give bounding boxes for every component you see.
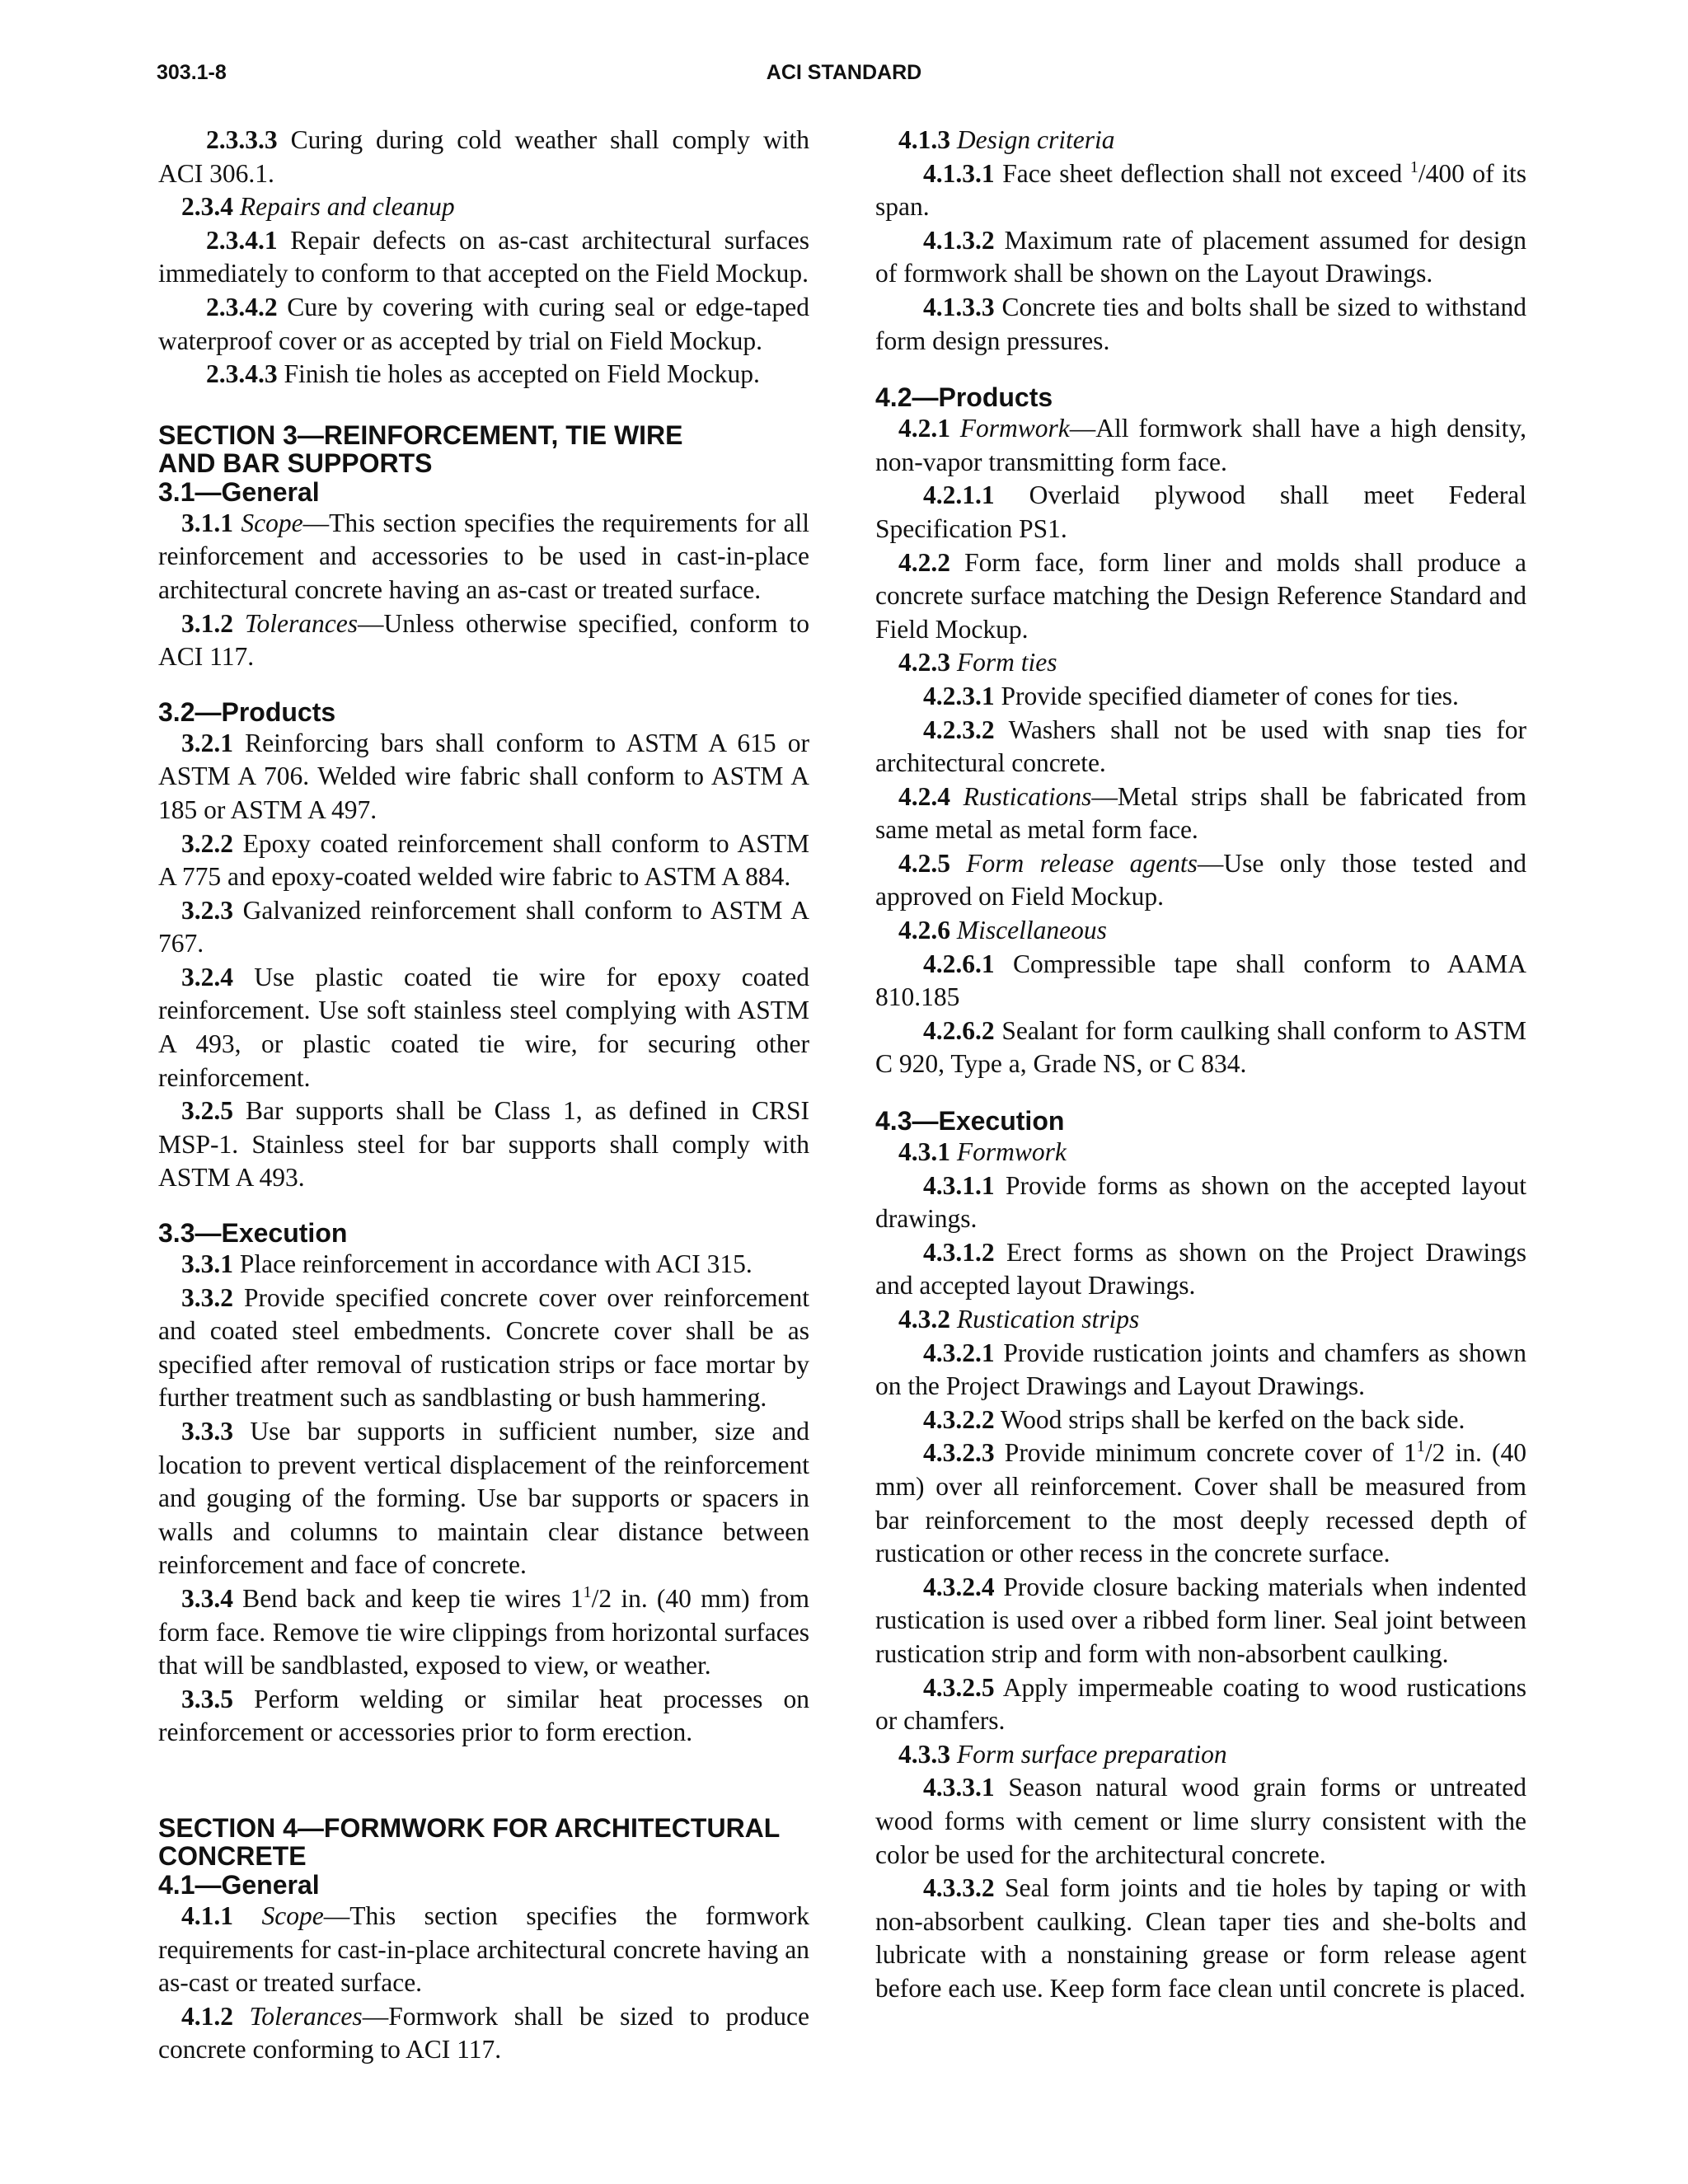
clause-3-3-3: 3.3.3 Use bar supports in sufficient number, size and location to prevent vertical displacement of the reinforcement and gouging of the forming. Use bar supports or spacers in walls and columns to maintain clear distance between reinforcement and face of concrete.	[158, 1417, 809, 1580]
standard-title: ACI STANDARD	[766, 61, 922, 84]
section-4-heading: SECTION 4—FORMWORK FOR ARCHITECTURAL CONCRETE	[158, 1812, 781, 1871]
page-number: 303.1-8	[157, 61, 227, 84]
subsection-4-2-heading: 4.2—Products	[875, 382, 1053, 413]
clause-2-3-4-3: 2.3.4.3 Finish tie holes as accepted on Field Mockup.	[206, 359, 760, 389]
clause-4-1-1: 4.1.1 Scope—This section specifies the formwork requirements for cast-in-place architectural concrete having an as-cast or treated surface.	[158, 1900, 809, 1998]
clause-3-2-4: 3.2.4 Use plastic coated tie wire for epoxy coated reinforcement. Use soft stainless steel complying with ASTM A 493, or plastic coated tie wire, for securing other reinforcement.	[158, 962, 809, 1092]
section-3-heading: SECTION 3—REINFORCEMENT, TIE WIRE AND BAR SUPPORTS	[158, 419, 683, 478]
clause-4-2-3-1: 4.2.3.1 Provide specified diameter of cones for ties.	[923, 681, 1459, 710]
clause-3-1-2: 3.1.2 Tolerances—Unless otherwise specified, conform to ACI 117.	[158, 608, 810, 672]
clause-4-3-2-3: 4.3.2.3 Provide minimum concrete cover of $1^1/2$ in. (40 mm) over all reinforcement. Cover shall be measured from bar reinforcement to the most deeply recessed depth of rustication or other recess in the concrete surface.	[875, 1437, 1526, 1568]
clause-4-2-6-2: 4.2.6.2 Sealant for form caulking shall conform to ASTM C 920, Type a, Grade NS, or C 834.	[875, 1015, 1526, 1079]
clause-3-2-3: 3.2.3 Galvanized reinforcement shall conform to ASTM A 767.	[158, 895, 809, 958]
clause-4-2-2: 4.2.2 Form face, form liner and molds shall produce a concrete surface matching the Design Reference Standard and Field Mockup.	[875, 547, 1526, 644]
clause-3-3-4: 3.3.4 Bend back and keep tie wires $1^1/2$ in. (40 mm) from form face. Remove tie wire clippings from horizontal surfaces that will be sandblasted, exposed to view, or weather.	[158, 1582, 809, 1680]
clause-4-3-2-4: 4.3.2.4 Provide closure backing materials when indented rustication is used over a ribbed form liner. Seal joint between rustication strip and form with non-absorbent caulking.	[875, 1572, 1526, 1668]
clause-4-1-2: 4.1.2 Tolerances—Formwork shall be sized to produce concrete conforming to ACI 117.	[158, 2001, 810, 2064]
clause-4-3-2-2: 4.3.2.2 Wood strips shall be kerfed on the back side.	[923, 1404, 1465, 1434]
clause-4-3-2-5: 4.3.2.5 Apply impermeable coating to wood rustications or chamfers.	[875, 1672, 1526, 1736]
clause-4-2-1: 4.2.1 Formwork—All formwork shall have a high density, non-vapor transmitting form face.	[875, 414, 1527, 476]
clause-4-3-2-1: 4.3.2.1 Provide rustication joints and chamfers as shown on the Project Drawings and Layout Drawings.	[875, 1338, 1526, 1401]
clause-4-2-5: 4.2.5 Form release agents—Use only those tested and approved on Field Mockup.	[875, 848, 1526, 912]
clause-4-3-2-heading: 4.3.2 Rustication strips	[898, 1305, 1140, 1333]
clause-4-1-3-heading: 4.1.3 Design criteria	[898, 125, 1115, 154]
clause-4-3-1-1: 4.3.1.1 Provide forms as shown on the accepted layout drawings.	[875, 1170, 1526, 1234]
clause-4-3-3-2: 4.3.3.2 Seal form joints and tie holes by taping or with non-absorbent caulking. Clean taper ties and she-bolts and lubricate with a nonstaining grease or form release agent before each use. Keep form face clean until concrete is placed.	[875, 1873, 1526, 2003]
clause-4-2-6-1: 4.2.6.1 Compressible tape shall conform to AAMA 810.185	[875, 949, 1526, 1012]
clause-3-2-2: 3.2.2 Epoxy coated reinforcement shall conform to ASTM A 775 and epoxy-coated welded wire fabric to ASTM A 884.	[158, 828, 809, 892]
subsection-4-3-heading: 4.3—Execution	[875, 1106, 1065, 1137]
clause-4-2-4: 4.2.4 Rustications—Metal strips shall be fabricated from same metal as metal form face.	[875, 781, 1526, 845]
running-header	[157, 58, 1531, 91]
clause-4-3-3-1: 4.3.3.1 Season natural wood grain forms or untreated wood forms with cement or lime slurry consistent with the color be used for the architectural concrete.	[875, 1773, 1526, 1869]
right-column	[875, 124, 1526, 2005]
clause-2-3-4-2: 2.3.4.2 Cure by covering with curing seal or edge-taped waterproof cover or as accepted by trial on Field Mockup.	[158, 292, 809, 355]
clause-3-3-2: 3.3.2 Provide specified concrete cover over reinforcement and coated steel embedments. Concrete cover shall be as specified after removal of rustication strips or face mortar by further treatment such as sandblasting or bush hammering.	[158, 1282, 809, 1413]
subsection-3-3-heading: 3.3—Execution	[158, 1218, 348, 1249]
clause-4-1-3-3: 4.1.3.3 Concrete ties and bolts shall be sized to withstand form design pressures.	[875, 292, 1526, 355]
clause-2-3-4-1: 2.3.4.1 Repair defects on as-cast architectural surfaces immediately to conform to that accepted on the Field Mockup.	[158, 225, 809, 288]
clause-3-3-1: 3.3.1 Place reinforcement in accordance with ACI 315.	[181, 1249, 753, 1279]
clause-4-3-3-heading: 4.3.3 Form surface preparation	[898, 1739, 1227, 1769]
subsection-3-1-heading: 3.1—General	[158, 476, 320, 507]
clause-3-1-1: 3.1.1 Scope—This section specifies the requirements for all reinforcement and accessories to be used in cast-in-place architectural concrete having an as-cast or treated surface.	[158, 508, 809, 604]
clause-2-3-3-3: 2.3.3.3 Curing during cold weather shall comply with ACI 306.1.	[158, 125, 809, 188]
subsection-3-2-heading: 3.2—Products	[158, 696, 336, 727]
clause-4-2-3-2: 4.2.3.2 Washers shall not be used with snap ties for architectural concrete.	[875, 715, 1526, 778]
clause-2-3-4-heading: 2.3.4 Repairs and cleanup	[181, 192, 455, 222]
subsection-4-1-heading: 4.1—General	[158, 1869, 320, 1900]
clause-4-1-3-2: 4.1.3.2 Maximum rate of placement assumed for design of formwork shall be shown on the Layout Drawings.	[875, 225, 1526, 288]
clause-3-3-5: 3.3.5 Perform welding or similar heat processes on reinforcement or accessories prior to form erection.	[158, 1684, 809, 1747]
clause-4-3-1-heading: 4.3.1 Formwork	[898, 1137, 1067, 1167]
clause-4-2-3-heading: 4.2.3 Form ties	[898, 648, 1057, 677]
clause-3-2-5: 3.2.5 Bar supports shall be Class 1, as defined in CRSI MSP-1. Stainless steel for bar supports shall comply with ASTM A 493.	[158, 1096, 809, 1193]
clause-3-2-1: 3.2.1 Reinforcing bars shall conform to ASTM A 615 or ASTM A 706. Welded wire fabric shall conform to ASTM A 185 or ASTM A 497.	[158, 728, 809, 824]
clause-4-1-3-1: 4.1.3.1 Face sheet deflection shall not exceed $^1$/400 of its span.	[875, 157, 1526, 222]
left-column	[158, 124, 809, 2067]
clause-4-3-1-2: 4.3.1.2 Erect forms as shown on the Project Drawings and accepted layout Drawings.	[875, 1237, 1526, 1301]
clause-4-2-1-1: 4.2.1.1 Overlaid plywood shall meet Federal Specification PS1.	[875, 480, 1526, 543]
clause-4-2-6-heading: 4.2.6 Miscellaneous	[898, 916, 1107, 945]
